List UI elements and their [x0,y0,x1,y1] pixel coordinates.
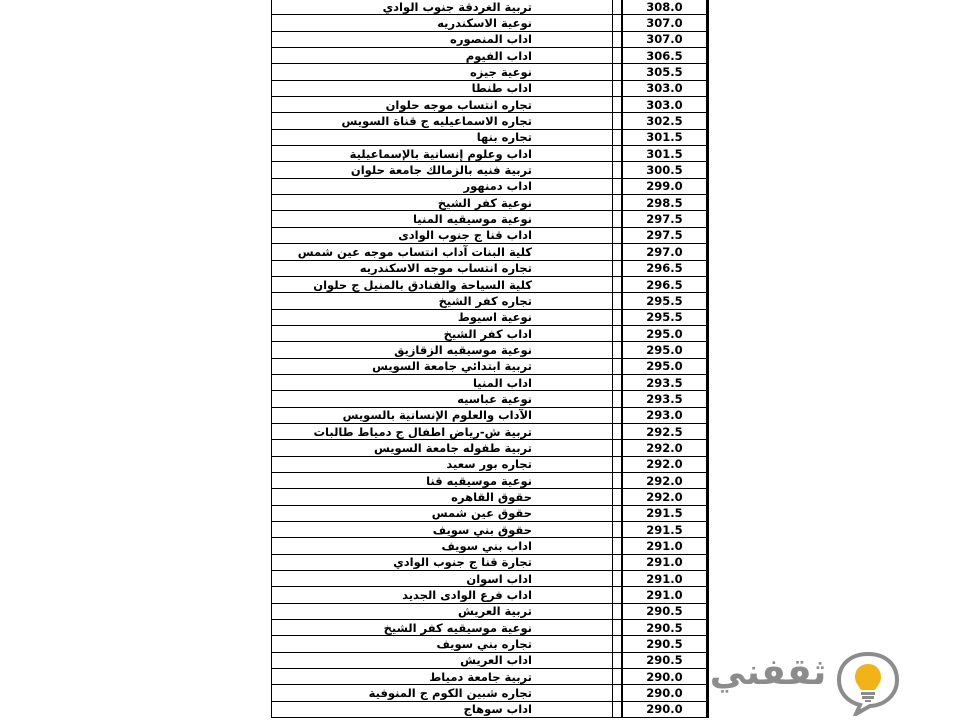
score-cell: 292.0 [623,457,707,472]
faculty-cell [272,571,613,586]
score-cell: 290.5 [623,620,707,635]
score-cell: 292.0 [623,440,707,455]
spacer-cell [613,702,623,717]
faculty-cell [272,473,613,488]
score-cell: 291.0 [623,555,707,570]
score-cell: 293.5 [623,375,707,390]
faculty-name: تجاره كفر الشيخ [438,293,532,308]
score-cell: 293.5 [623,391,707,406]
table-row [272,669,707,685]
spacer-cell [613,48,623,63]
lightbulb-speech-bubble-icon [836,650,900,716]
faculty-name: كلية السياحة والفنادق بالمنيل ج حلوان [313,277,532,292]
faculty-cell [272,391,613,406]
table-row [272,179,707,195]
table-row [272,211,707,227]
faculty-cell [272,685,613,700]
score-cell: 291.0 [623,538,707,553]
table-row [272,424,707,440]
spacer-cell [613,293,623,308]
table-row [272,391,707,407]
faculty-cell [272,653,613,668]
spacer-cell [613,571,623,586]
score-cell: 303.0 [623,97,707,112]
faculty-cell [272,228,613,243]
faculty-cell [272,375,613,390]
score-cell: 291.0 [623,571,707,586]
faculty-name: نوعية الاسكندريه [437,16,532,31]
score-cell: 301.5 [623,146,707,161]
faculty-name: اداب قنا ج جنوب الوادى [398,228,532,243]
spacer-cell [613,64,623,79]
score-cell: 302.5 [623,113,707,128]
table-row [272,48,707,64]
faculty-cell [272,604,613,619]
faculty-name: تربية ابتدائي جامعة السويس [372,359,532,374]
table-row [272,277,707,293]
site-logo [688,650,958,716]
score-cell: 291.0 [623,587,707,602]
table-row [272,555,707,571]
faculty-cell [272,587,613,602]
faculty-cell [272,457,613,472]
spacer-cell [613,211,623,226]
faculty-name: تربية ش-رياض اطفال ج دمياط طالبات [313,424,532,439]
faculty-name: تربية جامعة دمياط [429,669,532,684]
spacer-cell [613,489,623,504]
faculty-cell [272,113,613,128]
spacer-cell [613,310,623,325]
faculty-name: اداب بني سويف [441,539,532,554]
score-cell: 297.0 [623,244,707,259]
score-cell: 308.0 [623,0,707,14]
score-cell: 307.0 [623,15,707,30]
table-row [272,162,707,178]
faculty-cell [272,669,613,684]
faculty-name: اداب الفيوم [465,48,532,63]
spacer-cell [613,685,623,700]
faculty-name: تجاره شبين الكوم ج المنوفية [368,686,532,701]
faculty-name: كلية البنات آداب انتساب موجه عين شمس [297,244,532,259]
faculty-name: اداب المنصوره [450,32,532,47]
spacer-cell [613,342,623,357]
score-cell: 290.5 [623,653,707,668]
score-cell: 295.5 [623,310,707,325]
faculty-cell [272,244,613,259]
faculty-name: تجارة قنا ج جنوب الوادي [393,555,532,570]
score-cell: 291.5 [623,522,707,537]
spacer-cell [613,424,623,439]
faculty-cell [272,64,613,79]
table-row [272,228,707,244]
table-row [272,702,707,718]
faculty-cell [272,211,613,226]
table-row [272,571,707,587]
score-cell: 292.5 [623,424,707,439]
score-cell: 295.5 [623,293,707,308]
faculty-cell [272,162,613,177]
faculty-cell [272,506,613,521]
score-cell: 295.0 [623,342,707,357]
faculty-cell [272,146,613,161]
faculty-name: تجاره الاسماعيليه ج قناة السويس [341,114,532,129]
spacer-cell [613,620,623,635]
faculty-cell [272,15,613,30]
spacer-cell [613,15,623,30]
spacer-cell [613,440,623,455]
faculty-cell [272,440,613,455]
faculty-cell [272,424,613,439]
spacer-cell [613,375,623,390]
faculty-cell [272,48,613,63]
table-row [272,0,707,15]
table-row [272,359,707,375]
spacer-cell [613,636,623,651]
faculty-cell [272,97,613,112]
score-cell: 290.0 [623,669,707,684]
faculty-name: تجاره انتساب موجه الاسكندريه [359,261,532,276]
table-row [272,506,707,522]
table-row [272,81,707,97]
spacer-cell [613,587,623,602]
faculty-cell [272,702,613,717]
spacer-cell [613,538,623,553]
table-row [272,620,707,636]
spacer-cell [613,179,623,194]
spacer-cell [613,81,623,96]
faculty-name: نوعية عباسيه [457,391,532,406]
results-table-sheet [271,0,709,720]
score-cell: 293.0 [623,408,707,423]
spacer-cell [613,195,623,210]
faculty-name: تجاره بور سعيد [446,457,532,472]
spacer-cell [613,522,623,537]
spacer-cell [613,653,623,668]
faculty-cell [272,195,613,210]
faculty-cell [272,179,613,194]
score-cell: 290.0 [623,685,707,700]
faculty-cell [272,522,613,537]
table-row [272,130,707,146]
table-row [272,310,707,326]
spacer-cell [613,244,623,259]
results-table [271,0,709,718]
faculty-name: تربية فنيه بالزمالك جامعة حلوان [350,163,532,178]
spacer-cell [613,457,623,472]
score-cell: 290.5 [623,636,707,651]
table-row [272,15,707,31]
spacer-cell [613,555,623,570]
faculty-name: حقوق بني سويف [432,522,532,537]
score-cell: 295.0 [623,326,707,341]
spacer-cell [613,408,623,423]
faculty-name: نوعية كفر الشيخ [437,195,532,210]
spacer-cell [613,261,623,276]
spacer-cell [613,162,623,177]
faculty-cell [272,489,613,504]
score-cell: 301.5 [623,130,707,145]
spacer-cell [613,391,623,406]
table-row [272,261,707,277]
spacer-cell [613,473,623,488]
table-row [272,64,707,80]
table-row [272,326,707,342]
spacer-cell [613,130,623,145]
faculty-name: تجاره بنها [476,130,532,145]
score-cell: 295.0 [623,359,707,374]
faculty-name: الآداب والعلوم الإنسانية بالسويس [342,408,532,423]
score-cell: 307.0 [623,32,707,47]
score-cell: 298.5 [623,195,707,210]
spacer-cell [613,326,623,341]
faculty-name: اداب كفر الشيخ [443,326,532,341]
score-cell: 292.0 [623,489,707,504]
faculty-name: تجاره انتساب موجه حلوان [385,97,532,112]
table-row [272,113,707,129]
faculty-cell [272,538,613,553]
table-row [272,653,707,669]
table-row [272,244,707,260]
faculty-name: اداب وعلوم إنسانية بالإسماعيلية [349,146,532,161]
table-row [272,146,707,162]
faculty-name: تربية العريش [458,604,532,619]
score-cell: 290.0 [623,702,707,717]
table-row [272,587,707,603]
faculty-cell [272,636,613,651]
spacer-cell [613,0,623,14]
table-row [272,97,707,113]
faculty-name: نوعية موسيقيه قنا [426,473,532,488]
logo-text: ثقفني [709,652,827,693]
faculty-name: تربية الغردقة جنوب الوادي [382,0,532,14]
faculty-name: اداب فرع الوادى الجديد [402,588,532,603]
table-row [272,375,707,391]
score-cell: 297.5 [623,211,707,226]
spacer-cell [613,113,623,128]
faculty-name: نوعية موسيقيه كفر الشيخ [383,620,532,635]
spacer-cell [613,146,623,161]
spacer-cell [613,97,623,112]
table-row [272,32,707,48]
table-row [272,293,707,309]
faculty-name: اداب اسوان [466,571,532,586]
score-cell: 291.5 [623,506,707,521]
faculty-name: حقوق عين شمس [431,506,532,521]
score-cell: 292.0 [623,473,707,488]
faculty-name: اداب المنيا [472,375,532,390]
faculty-name: نوعية موسيقيه الزقازيق [394,342,532,357]
spacer-cell [613,32,623,47]
score-cell: 306.5 [623,48,707,63]
table-row [272,408,707,424]
spacer-cell [613,277,623,292]
score-cell: 300.5 [623,162,707,177]
table-row [272,685,707,701]
table-row [272,195,707,211]
table-row [272,457,707,473]
faculty-name: اداب سوهاج [463,702,532,717]
table-row [272,604,707,620]
faculty-cell [272,277,613,292]
table-row [272,522,707,538]
faculty-name: اداب طنطا [471,81,532,96]
faculty-cell [272,555,613,570]
faculty-cell [272,310,613,325]
table-row [272,538,707,554]
spacer-cell [613,604,623,619]
score-cell: 296.5 [623,277,707,292]
score-cell: 303.0 [623,81,707,96]
score-cell: 299.0 [623,179,707,194]
faculty-cell [272,0,613,14]
faculty-name: اداب العريش [460,653,532,668]
faculty-cell [272,261,613,276]
faculty-name: تربية طفوله جامعة السويس [373,440,532,455]
table-row [272,473,707,489]
faculty-name: حقوق القاهره [451,489,532,504]
faculty-cell [272,32,613,47]
faculty-name: نوعية موسيقيه المنيا [412,212,532,227]
faculty-cell [272,359,613,374]
score-cell: 296.5 [623,261,707,276]
table-row [272,636,707,652]
spacer-cell [613,228,623,243]
faculty-name: نوعية اسيوط [457,310,532,325]
faculty-cell [272,342,613,357]
faculty-cell [272,326,613,341]
faculty-cell [272,81,613,96]
spacer-cell [613,359,623,374]
faculty-name: اداب دمنهور [463,179,532,194]
faculty-name: نوعية جيزه [470,65,532,80]
faculty-cell [272,130,613,145]
score-cell: 297.5 [623,228,707,243]
faculty-cell [272,620,613,635]
table-row [272,489,707,505]
faculty-cell [272,293,613,308]
table-row [272,342,707,358]
spacer-cell [613,669,623,684]
faculty-cell [272,408,613,423]
spacer-cell [613,506,623,521]
score-cell: 290.5 [623,604,707,619]
score-cell: 305.5 [623,64,707,79]
faculty-name: تجاره بني سويف [436,637,532,652]
table-row [272,440,707,456]
